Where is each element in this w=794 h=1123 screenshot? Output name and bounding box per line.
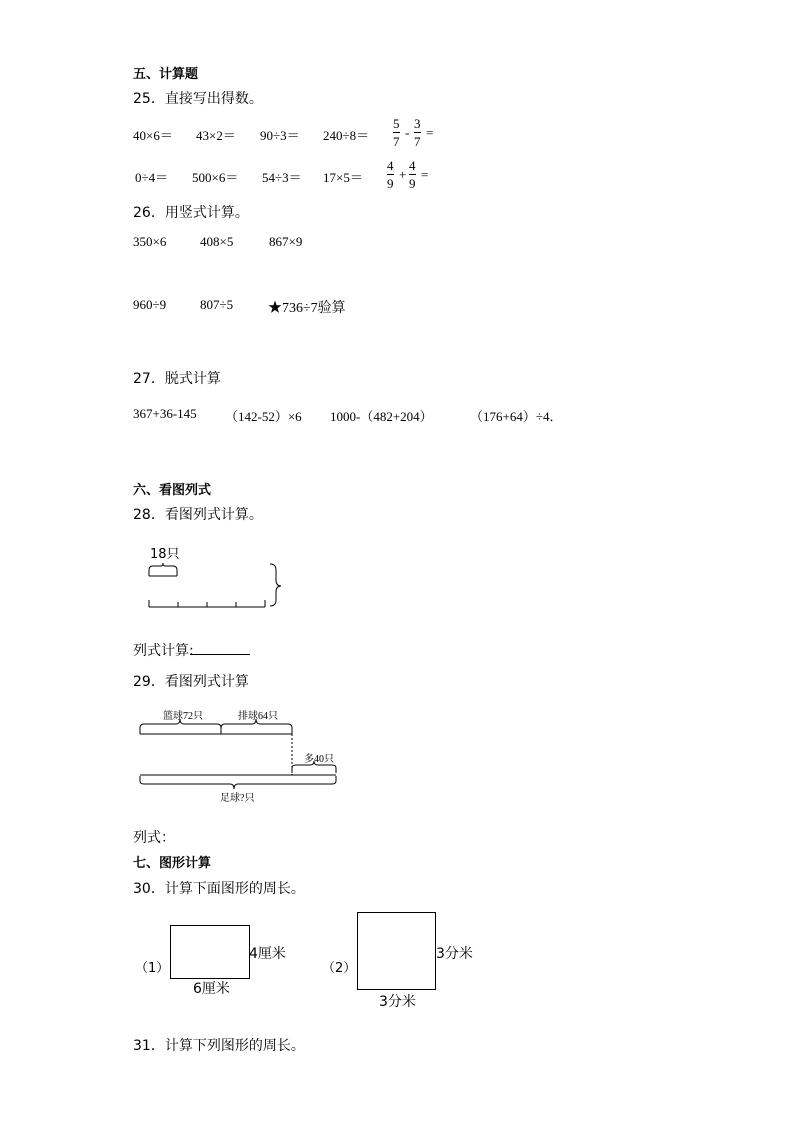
q28-segment-label: 18只 bbox=[150, 547, 180, 562]
q27-item-1: 367+36-145 bbox=[133, 406, 197, 421]
q30-square bbox=[357, 912, 436, 990]
q31-title: 31．计算下列图形的周长。 bbox=[133, 1038, 305, 1054]
q25-r1-fraction-2: 3 7 bbox=[414, 116, 421, 149]
q29-answer-label: 列式： bbox=[133, 830, 175, 846]
q26-title: 26．用竖式计算。 bbox=[133, 205, 249, 221]
q30-rectangle bbox=[170, 925, 250, 979]
q27-item-2: （142-52）×6 bbox=[225, 409, 302, 424]
q30-fig2-height-label: 3分米 bbox=[436, 946, 473, 962]
q26-r2-item-1: 960÷9 bbox=[133, 297, 167, 312]
q25-r2-fraction-1: 4 9 bbox=[387, 158, 394, 191]
section-7-title: 七、图形计算 bbox=[133, 856, 212, 871]
q25-r2-item-1: 0÷4＝ bbox=[135, 170, 169, 185]
q28-title: 28．看图列式计算。 bbox=[133, 507, 263, 523]
q26-r2-item-2: 807÷5 bbox=[200, 297, 234, 312]
q30-fig1-width-label: 6厘米 bbox=[193, 981, 230, 997]
q25-r2-frac-eq: = bbox=[421, 167, 429, 182]
q29-basketball-label: 篮球72只 bbox=[163, 711, 203, 722]
q26-r2-item-3: ★736÷7验算 bbox=[268, 301, 346, 316]
q25-r1-item-1: 40×6＝ bbox=[133, 128, 173, 143]
q28-answer-label: 列式计算: bbox=[133, 643, 194, 659]
q25-r1-item-2: 43×2＝ bbox=[196, 128, 236, 143]
q25-r2-item-2: 500×6＝ bbox=[192, 170, 239, 185]
q30-fig1-height-label: 4厘米 bbox=[249, 946, 286, 962]
q30-fig2-label: （2） bbox=[322, 961, 357, 976]
q25-r1-fraction-1: 5 7 bbox=[393, 116, 400, 149]
q26-r1-item-3: 867×9 bbox=[269, 234, 303, 249]
q27-item-4: （176+64）÷4． bbox=[470, 409, 563, 424]
q25-r1-frac-eq: = bbox=[426, 125, 434, 140]
q29-football-label: 足球?只 bbox=[220, 793, 255, 804]
q25-title: 25．直接写出得数。 bbox=[133, 91, 263, 107]
q29-more-label: 多40只 bbox=[304, 754, 334, 765]
q29-title: 29．看图列式计算 bbox=[133, 674, 249, 690]
q26-r1-item-2: 408×5 bbox=[200, 234, 234, 249]
q25-r2-fraction-2: 4 9 bbox=[409, 158, 416, 191]
q25-r2-item-3: 54÷3＝ bbox=[262, 170, 302, 185]
q30-fig1-label: （1） bbox=[135, 961, 170, 976]
q25-r1-item-3: 90÷3＝ bbox=[260, 128, 300, 143]
q25-r1-item-4: 240÷8＝ bbox=[323, 128, 370, 143]
q27-title: 27．脱式计算 bbox=[133, 371, 221, 387]
q30-title: 30．计算下面图形的周长。 bbox=[133, 881, 305, 897]
q26-r1-item-1: 350×6 bbox=[133, 234, 167, 249]
q29-volleyball-label: 排球64只 bbox=[238, 711, 278, 722]
section-6-title: 六、看图列式 bbox=[133, 483, 212, 498]
q25-r2-item-4: 17×5＝ bbox=[323, 170, 363, 185]
section-5-title: 五、计算题 bbox=[133, 67, 199, 82]
q27-item-3: 1000-（482+204） bbox=[330, 409, 433, 424]
q30-fig2-width-label: 3分米 bbox=[379, 994, 416, 1010]
q25-r1-frac-op: - bbox=[405, 125, 410, 140]
q25-r2-frac-op: + bbox=[399, 167, 407, 182]
